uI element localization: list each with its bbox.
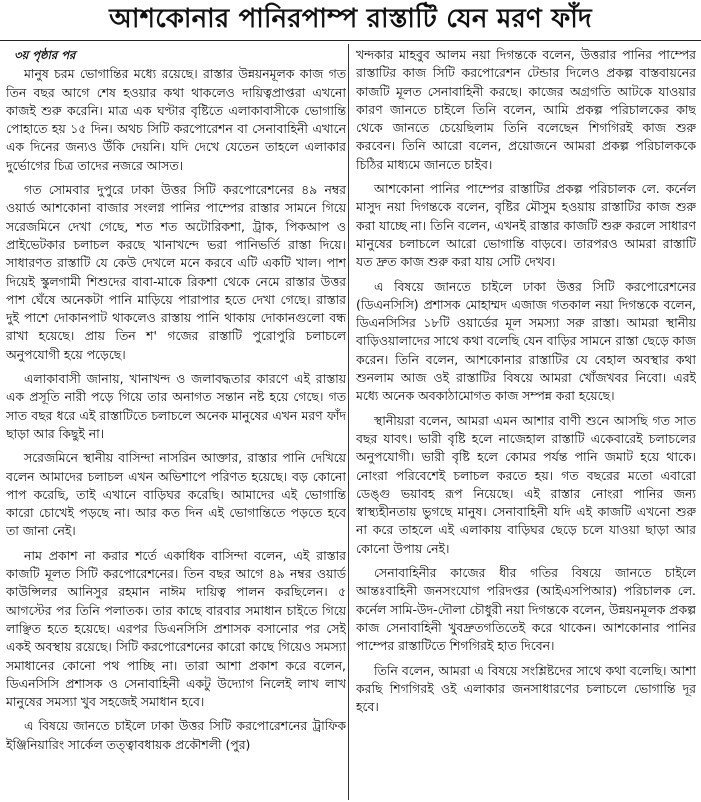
paragraph: এ বিষয়ে জানতে চাইলে ঢাকা উত্তর সিটি করপোরেশনের ট্রাফিক ইঞ্জিনিয়ারিং সার্কেল তত্ত্বাবধায়ক প্রকৌশলী (পুর) bbox=[6, 718, 346, 752]
article-column-right bbox=[356, 46, 696, 798]
headline: আশকোনার পানিরপাম্প রাস্তাটি যেন মরণ ফাঁদ bbox=[0, 0, 701, 41]
column-divider bbox=[348, 44, 349, 800]
paragraph: সেনাবাহিনীর কাজের ধীর গতির বিষয়ে জানতে চাইলে আন্তঃবাহিনী জনসংযোগ পরিদপ্তর (আইএসপিআর) পরিচালক লে. কর্নেল সামি-উদ-দৌলা চৌধুরী নয়া দিগন্তকে বলেন, উন্নয়নমূলক প্রকল্প কাজ সেনাবাহিনী খুবদ্রুতগতিতেই করে থাকেন। আশকোনার পানির পাম্পের রাস্তাটিতে শিগগিরই হাত দিবেন। bbox=[356, 565, 696, 654]
paragraph: মানুষ চরম ভোগান্তির মধ্যে রয়েছে। রাস্তার উন্নয়নমূলক কাজ গত তিন বছর আগে শেষ হওয়ার কথা থাকলেও দায়িত্বপ্রাপ্তরা এখনো কাজই শুরু করেনি। মাত্র এক ঘণ্টার বৃষ্টিতে এলাকাবাসীকে ভোগান্তি পোহাতে হয় ১৫ দিন। অথচ সিটি করপোরেশন বা সেনাবাহিনী এখানে এক দিনের জন্যও উঁকি দেয়নি। যদি দেখে যেতেন তাহলে এলাকার দুর্ভোগের চিত্র তাদের নজরে আসত। bbox=[6, 66, 346, 173]
paragraph: নাম প্রকাশ না করার শর্তে একাধিক বাসিন্দা বলেন, এই রাস্তার কাজটি মূলত সিটি করপোরেশনের। তিন বছর আগে ৪৯ নম্বর ওয়ার্ড কাউন্সিলর আনিসুর রহমান নাঈম দায়িত্ব পালন করছিলেন। ৫ আগস্টের পর তিনি পলাতক। তার কাছে বারবার সমাধান চাইতে গিয়ে লাঞ্ছিত হতে হয়েছে। এরপর ডিএনসিসি প্রশাসক বসানোর পর সেই একই অবস্থায় রয়েছে। সিটি করপোরেশনের কারো কাছে গিয়েও সমস্যা সমাধানের কোনো পথ পাচ্ছি না। তারা আশা প্রকাশ করে বলেন, ডিএনসিসি প্রশাসক ও সেনাবাহিনী একটু উদ্যোগ নিলেই লাখ লাখ মানুষের সমস্যা খুব সহজেই সমাধান হবে। bbox=[6, 547, 346, 710]
paragraph: আশকোনা পানির পাম্পের রাস্তাটির প্রকল্প পরিচালক লে. কর্নেল মাসুদ নয়া দিগন্তকে বলেন, বৃষ্টির মৌসুম হওয়ায় রাস্তাটির কাজ শুরু করা যাচ্ছে না। তিনি বলেন, এখনই রাস্তার কাজটি শুরু করলে সাধারণ মানুষের চলাচলে আরো ভোগান্তি বাড়বে। তারপরও আমরা রাস্তাটি যত দ্রুত কাজ শুরু করা যায় সেটি দেখব। bbox=[356, 181, 696, 270]
paragraph: এলাকাবাসী জানায়, খানাখন্দ ও জলাবদ্ধতার কারণে এই রাস্তায় এক প্রসূতি নারী পড়ে গিয়ে তার অনাগত সন্তান নষ্ট হয়ে গেছে। গত সাত বছর ধরে এই রাস্তাটিতে চলাচলে অনেক মানুষের এখন মরণ ফাঁদ ছাড়া আর কিছুই না। bbox=[6, 371, 346, 441]
article-column-left bbox=[6, 46, 346, 798]
paragraph: স্থানীয়রা বলেন, আমরা এমন আশার বাণী শুনে আসছি গত সাত বছর যাবৎ। ভারী বৃষ্টি হলে নাজেহাল রাস্তাটি একেবারেই চলাচলের অনুপযোগী। ভারী বৃষ্টি হলে কোমর পর্যন্ত পানি জমাট হয়ে থাকে। নোংরা পরিবেশেই চলাচল করতে হয়। গত বছরের মতো এবারো ডেঙ্গু ভয়াবহ রূপ নিয়েছে। এই রাস্তার নোংরা পানির জন্য স্বাস্থ্যহীনতায় ভুগছে মানুষ। সেনাবাহিনী যদি এই কাজটি এখনো শুরু না করে তাহলে এই এলাকায় বাড়িঘর ছেড়ে চলে যাওয়া ছাড়া আর কোনো উপায় নেই। bbox=[356, 412, 696, 556]
continued-from-label: ৩য় পৃষ্ঠার পর bbox=[14, 48, 76, 62]
paragraph: তিনি বলেন, আমরা এ বিষয়ে সংশ্লিষ্টদের সাথে কথা বলেছি। আশা করছি শিগগিরই ওই এলাকার জনসাধারণের চলাচলে ভোগান্তি দূর হবে। bbox=[356, 662, 696, 715]
paragraph: এ বিষয়ে জানতে চাইলে ঢাকা উত্তর সিটি করপোরেশনের (ডিএনসিসি) প্রশাসক মোহাম্মদ এজাজ গতকাল নয়া দিগন্তকে বলেন, ডিএনসিসির ১৮টি ওয়ার্ডের মূল সমস্যা সরু রাস্তা। আমরা স্থানীয় বাড়িওয়ালাদের সাথে কথা বলেছি যেন বাড়ির সামনে রাস্তা ছেড়ে কাজ করেন। তিনি বলেন, আশকোনার রাস্তাটির যে বেহাল অবস্থার কথা শুনলাম আজ ওই রাস্তাটির বিষয়ে আমরা খোঁজখবর নিবো। এরই মধ্যে অনেক অবকাঠামোগত কাজ সম্পন্ন করা হয়েছে। bbox=[356, 278, 696, 404]
paragraph: সরেজমিনে স্থানীয় বাসিন্দা নাসরিন আক্তার, রাস্তার পানি দেখিয়ে বলেন আমাদের চলাচল এখন অভিশাপে পরিণত হয়েছে। বড় কোনো পাপ করেছি, তাই এখানে বাড়িঘর করেছি। আমাদের এই ভোগান্তি কারো চোখেই পড়ছে না। আর কত দিন এই ভোগান্তিতে পড়তে হবে তা জানা নেই। bbox=[6, 450, 346, 539]
paragraph: গত সোমবার দুপুরে ঢাকা উত্তর সিটি করপোরেশনের ৪৯ নম্বর ওয়ার্ড আশকোনা বাজার সংলগ্ন পানির পাম্পের রাস্তার সামনে গিয়ে সরেজমিনে দেখা গেছে, শত শত অটোরিকশা, ট্রাক, পিকআপ ও প্রাইভেটকার চলাচল করছে খানাখন্দে ভরা পানিভর্তি রাস্তা দিয়ে। সাধারণত রাস্তাটি যে কেউ দেখলে মনে করবে এটি একটি খাল। পাশ দিয়েই স্কুলগামী শিশুদের বাবা-মাকে রিকশা থেকে নেমে রাস্তার উত্তর পাশ ঘেঁষে অনেকটা পানি মাড়িয়ে পারাপার হতে দেখা গেছে। রাস্তার দুই পাশে দোকানপাট থাকলেও রাস্তায় পানি থাকায় দোকানগুলো বন্ধ রাখা হয়েছে। প্রায় তিন শ' গজের রাস্তাটি পুরোপুরি চলাচলে অনুপযোগী হয়ে পড়েছে। bbox=[6, 182, 346, 362]
paragraph: খন্দকার মাহবুব আলম নয়া দিগন্তকে বলেন, উত্তরার পানির পাম্পের রাস্তাটির কাজ সিটি করপোরেশন টেন্ডার দিলেও প্রকল্প বাস্তবায়নের কাজটি মূলত সেনাবাহিনী করছে। কাজের অগ্রগতি আটকে যাওয়ার কারণ জানতে চাইলে তিনি বলেন, আমি প্রকল্প পরিচালকের কাছ থেকে জানতে চেয়েছিলাম তিনি বলেছেন শিগগিরই কাজ শুরু করবেন। তিনি আরো বলেন, প্রয়োজনে আমরা প্রকল্প পরিচালককে চিঠির মাধ্যমে জানতে চাইব। bbox=[356, 47, 696, 172]
